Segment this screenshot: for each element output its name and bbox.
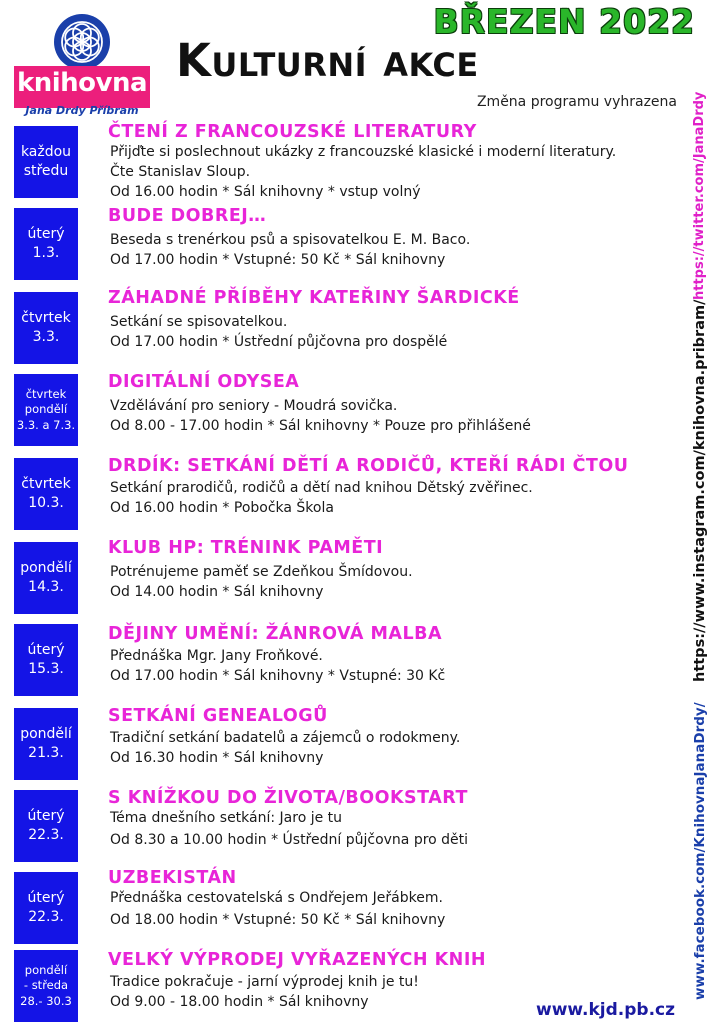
website-link[interactable]: www.kjd.pb.cz <box>535 1000 675 1020</box>
event-date-badge: úterý 22.3. <box>14 790 78 862</box>
event-description: Beseda s trenérkou psů a spisovatelkou E. M. Baco. <box>110 232 471 248</box>
event-details: Od 17.00 hodin * Ústřední půjčovna pro dospělé <box>110 334 448 350</box>
event-description: Setkání prarodičů, rodičů a dětí nad knihou Dětský zvěřinec. <box>110 480 533 496</box>
logo-wordmark: knihovna <box>16 68 148 98</box>
event-description: Přednáška cestovatelská s Ondřejem Jeřábkem. <box>110 890 443 906</box>
event-description: Přijďte si poslechnout ukázky z francouzské klasické i moderní literatury. <box>110 144 617 160</box>
event-title: DRDÍK: SETKÁNÍ DĚTÍ A RODIČŮ, KTEŘÍ RÁDI ČTOU <box>108 456 629 476</box>
event-details: Od 9.00 - 18.00 hodin * Sál knihovny <box>110 994 369 1010</box>
event-date-badge: úterý 15.3. <box>14 624 78 696</box>
event-date-badge: čtvrtek 3.3. <box>14 292 78 364</box>
event-details: Od 16.00 hodin * Sál knihovny * vstup volný <box>110 184 421 200</box>
event-title: SETKÁNÍ GENEALOGŮ <box>108 706 328 726</box>
event-title: UZBEKISTÁN <box>108 868 237 888</box>
event-item <box>0 538 700 616</box>
event-details: Od 18.00 hodin * Vstupné: 50 Kč * Sál knihovny <box>110 912 446 928</box>
page-title: Kulturní akce <box>176 34 479 87</box>
logo-subtitle: Jana Drdy Příbram <box>25 104 139 117</box>
instagram-link[interactable]: https://www.instagram.com/knihovna.pribram/ <box>692 299 708 682</box>
event-item <box>0 706 700 784</box>
event-description: Potrénujeme paměť se Zdeňkou Šmídovou. <box>110 564 413 580</box>
event-details: Od 8.30 a 10.00 hodin * Ústřední půjčovna pro děti <box>110 832 469 848</box>
event-item <box>0 206 700 284</box>
event-title: ZÁHADNÉ PŘÍBĚHY KATEŘINY ŠARDICKÉ <box>108 288 520 308</box>
event-title: DĚJINY UMĚNÍ: ŽÁNROVÁ MALBA <box>108 624 442 644</box>
event-details: Od 16.00 hodin * Pobočka Škola <box>110 500 334 516</box>
event-description: Tradice pokračuje - jarní výprodej knih je tu! <box>110 974 419 990</box>
event-description: Čte Stanislav Sloup. <box>110 164 251 180</box>
event-title: DIGITÁLNÍ ODYSEA <box>108 372 300 392</box>
event-details: Od 17.00 hodin * Sál knihovny * Vstupné: 30 Kč <box>110 668 446 684</box>
event-title: ČTENÍ Z FRANCOUZSKÉ LITERATURY <box>108 122 477 142</box>
event-date-badge: úterý 22.3. <box>14 872 78 944</box>
event-description: Přednáška Mgr. Jany Froňkové. <box>110 648 323 664</box>
event-item <box>0 456 700 534</box>
event-title: S KNÍŽKOU DO ŽIVOTA/BOOKSTART <box>108 788 468 808</box>
event-description: Téma dnešního setkání: Jaro je tu <box>110 810 343 826</box>
event-title: KLUB HP: TRÉNINK PAMĚTI <box>108 538 384 558</box>
twitter-link[interactable]: https://twitter.com/JanaDrdy <box>692 91 707 300</box>
event-description: Vzdělávání pro seniory - Moudrá sovička. <box>110 398 398 414</box>
event-title: VELKÝ VÝPRODEJ VYŘAZENÝCH KNIH <box>108 950 486 970</box>
event-date-badge: pondělí 14.3. <box>14 542 78 614</box>
event-date-badge: každou středu <box>14 126 78 198</box>
event-details: Od 16.30 hodin * Sál knihovny <box>110 750 324 766</box>
event-date-badge: čtvrtek pondělí 3.3. a 7.3. <box>14 374 78 446</box>
event-item <box>0 288 700 366</box>
event-item <box>0 372 700 450</box>
event-date-badge: pondělí - středa 28.- 30.3 <box>14 950 78 1022</box>
program-notice: Změna programu vyhrazena <box>476 94 677 110</box>
event-date-badge: pondělí 21.3. <box>14 708 78 780</box>
event-item <box>0 868 700 946</box>
event-title: BUDE DOBREJ… <box>108 206 267 226</box>
event-item <box>0 122 700 200</box>
event-date-badge: čtvrtek 10.3. <box>14 458 78 530</box>
flower-of-life-icon <box>52 12 112 72</box>
facebook-link[interactable]: www.facebook.com/KnihovnaJanaDrdy/ <box>692 702 708 1000</box>
event-item <box>0 788 700 866</box>
event-item <box>0 624 700 702</box>
event-description: Tradiční setkání badatelů a zájemců o rodokmeny. <box>110 730 461 746</box>
library-logo <box>14 8 150 118</box>
event-details: Od 14.00 hodin * Sál knihovny <box>110 584 324 600</box>
event-details: Od 17.00 hodin * Vstupné: 50 Kč * Sál knihovny <box>110 252 446 268</box>
month-heading: BŘEZEN 2022 <box>433 2 695 41</box>
event-date-badge: úterý 1.3. <box>14 208 78 280</box>
event-details: Od 8.00 - 17.00 hodin * Sál knihovny * Pouze pro přihlášené <box>110 418 531 434</box>
event-description: Setkání se spisovatelkou. <box>110 314 288 330</box>
